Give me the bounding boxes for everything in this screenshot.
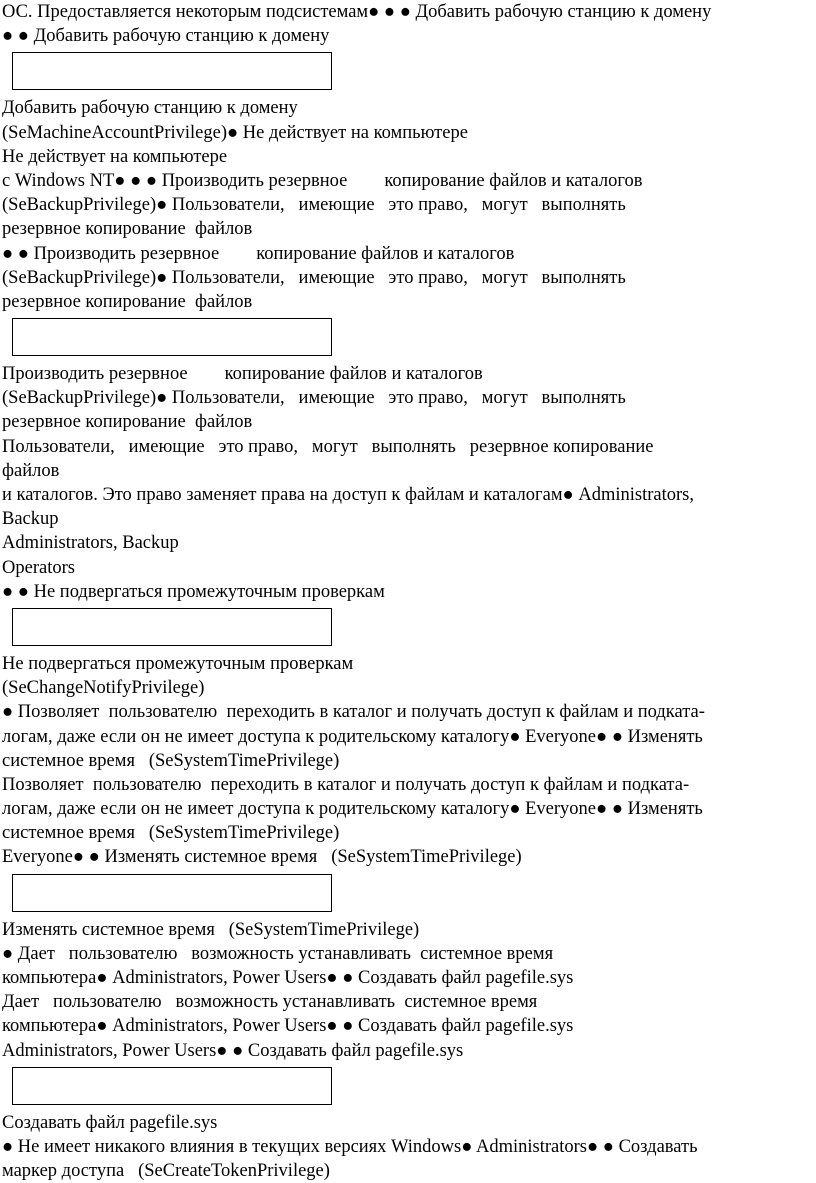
text-line: системное время (SeSystemTimePrivilege)	[2, 823, 340, 844]
text-line: логам, даже если он не имеет доступа к родительскому каталогу● Everyone● ● Изменять	[2, 799, 703, 820]
text-line: (SeBackupPrivilege)● Пользователи, имеющие это право, могут выполнять	[2, 388, 626, 409]
empty-field-box	[12, 608, 332, 646]
text-line: (SeMachineAccountPrivilege)● Не действует на компьютере	[2, 122, 468, 143]
text-line: Изменять системное время (SeSystemTimePrivilege)	[2, 919, 420, 940]
text-line: (SeBackupPrivilege)● Пользователи, имеющие это право, могут выполнять	[2, 195, 626, 216]
text-line: ● Позволяет пользователю переходить в каталог и получать доступ к файлам и подката-	[2, 702, 705, 723]
text-line: компьютера● Administrators, Power Users● ● Создавать файл pagefile.sys	[2, 1016, 574, 1037]
text-line: Backup	[2, 509, 59, 530]
text-line: ● ● Не подвергаться промежуточным проверкам	[2, 581, 385, 602]
text-line: Не подвергаться промежуточным проверкам	[2, 653, 354, 674]
text-line: Добавить рабочую станцию к домену	[2, 98, 298, 119]
text-line: с Windows NT● ● ● Производить резервное копирование файлов и каталогов	[2, 170, 643, 191]
text-line: Administrators, Power Users● ● Создавать файл pagefile.sys	[2, 1040, 464, 1061]
text-line: ● ● Добавить рабочую станцию к домену	[2, 26, 330, 47]
text-line: Administrators, Backup	[2, 533, 179, 554]
text-line: (SeBackupPrivilege)● Пользователи, имеющие это право, могут выполнять	[2, 267, 626, 288]
text-line: логам, даже если он не имеет доступа к родительскому каталогу● Everyone● ● Изменять	[2, 726, 703, 747]
text-line: Пользователи, имеющие это право, могут выполнять резервное копирование	[2, 436, 654, 457]
text-line: ● Не имеет никакого влияния в текущих версиях Windows● Administrators● ● Создавать	[2, 1136, 698, 1157]
text-line: файлов	[2, 460, 60, 481]
empty-field-box	[12, 1067, 332, 1105]
text-line: резервное копирование файлов	[2, 412, 253, 433]
text-line: маркер доступа (SeCreateTokenPrivilege)	[2, 1161, 330, 1182]
text-line: Everyone● ● Изменять системное время (SeSystemTimePrivilege)	[2, 847, 522, 868]
text-line: резервное копирование файлов	[2, 291, 253, 312]
text-line: ОС. Предоставляется некоторым подсистемам● ● ● Добавить рабочую станцию к домену	[2, 2, 712, 22]
text-line: Позволяет пользователю переходить в каталог и получать доступ к файлам и подката-	[2, 774, 690, 795]
document-body	[2, 0, 814, 1183]
empty-field-box	[12, 874, 332, 912]
empty-field-box	[12, 52, 332, 90]
text-line: Производить резервное копирование файлов и каталогов	[2, 364, 483, 385]
text-line: и каталогов. Это право заменяет права на доступ к файлам и каталогам● Administrators,	[2, 485, 694, 505]
empty-field-box	[12, 318, 332, 356]
text-line: резервное копирование файлов	[2, 219, 253, 240]
text-line: (SeChangeNotifyPrivilege)	[2, 678, 205, 699]
text-line: Дает пользователю возможность устанавливать системное время	[2, 992, 538, 1013]
text-line: ● Дает пользователю возможность устанавливать системное время	[2, 943, 554, 964]
text-line: компьютера● Administrators, Power Users● ● Создавать файл pagefile.sys	[2, 968, 574, 988]
text-line: Создавать файл pagefile.sys	[2, 1112, 218, 1133]
text-line: системное время (SeSystemTimePrivilege)	[2, 750, 340, 771]
text-line: ● ● Производить резервное копирование файлов и каталогов	[2, 243, 515, 264]
text-line: Не действует на компьютере	[2, 146, 228, 167]
text-line: Operators	[2, 557, 75, 578]
